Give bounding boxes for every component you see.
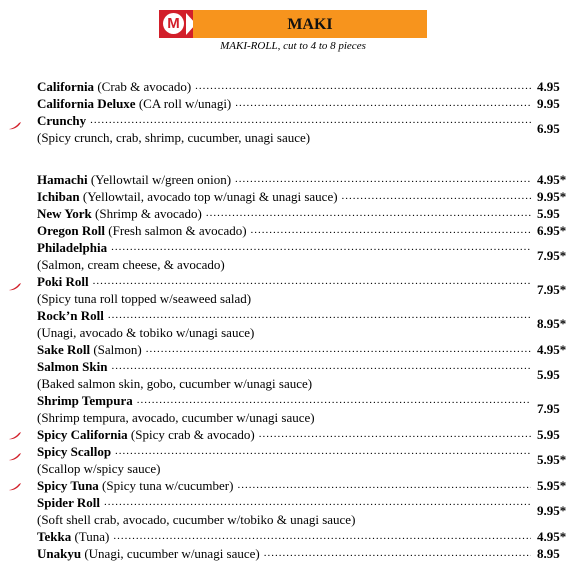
- item-name: Philadelphia: [37, 240, 108, 255]
- item-name: Poki Roll: [37, 274, 89, 289]
- item-description: (Fresh salmon & avocado): [105, 223, 247, 238]
- dot-leader: [137, 392, 531, 409]
- item-description: (CA roll w/unagi): [135, 96, 232, 111]
- dot-leader: [93, 273, 531, 290]
- item-description: (Spicy tuna roll topped w/seaweed salad): [37, 291, 252, 306]
- item-line: [37, 392, 133, 409]
- item-name: Oregon Roll: [37, 223, 106, 238]
- item-line: [37, 477, 233, 494]
- item-price: 5.95*: [537, 478, 567, 493]
- item-name: Ichiban: [37, 189, 80, 204]
- item-name: Spicy California: [37, 427, 128, 442]
- item-description: (Shrimp & avocado): [91, 206, 202, 221]
- item-price: 7.95: [537, 401, 560, 416]
- item-line: [37, 528, 109, 545]
- item-description: (Shrimp tempura, avocado, cucumber w/unagi sauce): [37, 410, 315, 425]
- item-name: Salmon Skin: [37, 359, 108, 374]
- item-name: California Deluxe: [37, 96, 136, 111]
- section-title: MAKI: [287, 16, 333, 33]
- item-price: 7.95*: [537, 282, 567, 297]
- dot-leader: [90, 112, 531, 129]
- item-price: 6.95: [537, 121, 560, 136]
- section-subtitle: MAKI-ROLL, cut to 4 to 8 pieces: [220, 40, 366, 52]
- item-line: [37, 205, 202, 222]
- item-name: Sake Roll: [37, 342, 91, 357]
- item-name: Crunchy: [37, 113, 87, 128]
- item-description: (Yellowtail w/green onion): [87, 172, 232, 187]
- item-description: (Spicy crab & avocado): [127, 427, 255, 442]
- item-line: [37, 273, 89, 290]
- item-line: [37, 545, 260, 562]
- chili-pepper-icon: [8, 121, 22, 130]
- item-price: 7.95*: [537, 248, 567, 263]
- item-name: California: [37, 79, 95, 94]
- item-name: Hamachi: [37, 172, 88, 187]
- chili-pepper-icon: [8, 452, 22, 461]
- dot-leader: [259, 426, 531, 443]
- dot-leader: [115, 443, 531, 460]
- chili-pepper-icon: [8, 431, 22, 440]
- dot-leader: [235, 95, 531, 112]
- item-name: Tekka: [37, 529, 72, 544]
- item-price: 5.95: [537, 367, 560, 382]
- dot-leader: [251, 222, 531, 239]
- item-price: 8.95*: [537, 316, 567, 331]
- item-price: 6.95*: [537, 223, 567, 238]
- dot-leader: [206, 205, 531, 222]
- dot-leader: [195, 78, 531, 95]
- item-price: 9.95*: [537, 503, 567, 518]
- item-line: [37, 239, 107, 256]
- item-description: (Baked salmon skin, gobo, cucumber w/unagi sauce): [37, 376, 313, 391]
- item-line: [37, 95, 231, 112]
- dot-leader: [342, 188, 531, 205]
- chili-pepper-icon: [8, 282, 22, 291]
- item-price: 5.95: [537, 206, 560, 221]
- item-name: Spicy Tuna: [37, 478, 99, 493]
- item-price: 8.95: [537, 546, 560, 561]
- item-line: [37, 78, 191, 95]
- item-description: (Spicy crunch, crab, shrimp, cucumber, unagi sauce): [37, 130, 311, 145]
- item-description: (Spicy tuna w/cucumber): [98, 478, 234, 493]
- item-price: 9.95*: [537, 189, 567, 204]
- item-line: [37, 171, 231, 188]
- logo-letter: M: [163, 13, 184, 34]
- item-description: (Crab & avocado): [94, 79, 192, 94]
- item-description: (Soft shell crab, avocado, cucumber w/tobiko & unagi sauce): [37, 512, 356, 527]
- item-line: [37, 358, 107, 375]
- dot-leader: [111, 239, 531, 256]
- item-price: 5.95*: [537, 452, 567, 467]
- dot-leader: [235, 171, 531, 188]
- item-line: [37, 112, 86, 129]
- item-name: Shrimp Tempura: [37, 393, 133, 408]
- item-name: Spicy Scallop: [37, 444, 112, 459]
- item-name: Spider Roll: [37, 495, 100, 510]
- item-name: New York: [37, 206, 92, 221]
- item-description: (Salmon): [90, 342, 142, 357]
- item-name: Rock’n Roll: [37, 308, 104, 323]
- dot-leader: [104, 494, 531, 511]
- item-line: [37, 494, 100, 511]
- dot-leader: [108, 307, 531, 324]
- dot-leader: [113, 528, 531, 545]
- item-line: [37, 222, 247, 239]
- chili-pepper-icon: [8, 482, 22, 491]
- item-name: Unakyu: [37, 546, 82, 561]
- item-price: 4.95: [537, 79, 560, 94]
- dot-leader: [264, 545, 531, 562]
- item-description: (Salmon, cream cheese, & avocado): [37, 257, 225, 272]
- item-line: [37, 426, 255, 443]
- item-description: (Yellowtail, avocado top w/unagi & unagi sauce): [79, 189, 338, 204]
- dot-leader: [237, 477, 531, 494]
- item-description: (Scallop w/spicy sauce): [37, 461, 161, 476]
- item-price: 5.95: [537, 427, 560, 442]
- item-line: [37, 307, 104, 324]
- item-price: 4.95*: [537, 342, 567, 357]
- item-line: [37, 188, 338, 205]
- item-price: 4.95*: [537, 529, 567, 544]
- item-description: (Unagi, cucumber w/unagi sauce): [81, 546, 260, 561]
- item-description: (Tuna): [71, 529, 110, 544]
- item-price: 9.95: [537, 96, 560, 111]
- item-line: [37, 341, 142, 358]
- dot-leader: [146, 341, 531, 358]
- dot-leader: [111, 358, 531, 375]
- item-description: (Unagi, avocado & tobiko w/unagi sauce): [37, 325, 255, 340]
- item-line: [37, 443, 111, 460]
- item-price: 4.95*: [537, 172, 567, 187]
